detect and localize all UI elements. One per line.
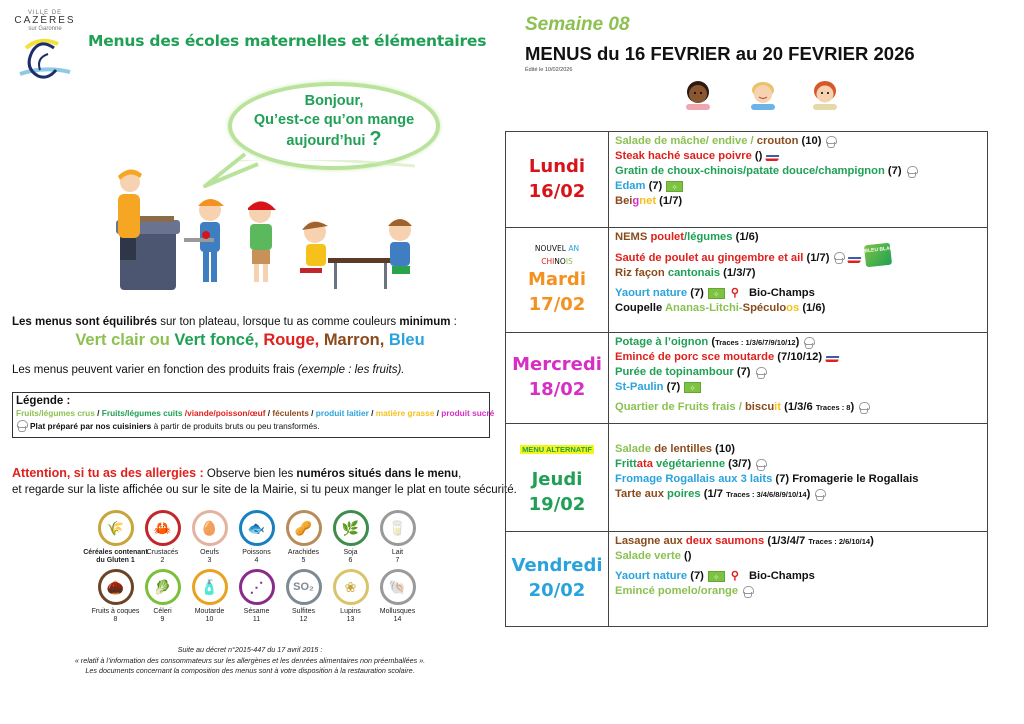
legend-box xyxy=(12,392,495,438)
allergen-celeri xyxy=(139,569,186,624)
menu-day-row xyxy=(506,132,988,228)
crab-icon: 🦀 xyxy=(145,510,181,546)
note-part: CHI xyxy=(541,257,555,266)
allergen-name: Fruits à coques xyxy=(91,608,140,615)
menu-item-part: poulet xyxy=(650,231,684,243)
legend-proteines: /viande/poisson/œuf xyxy=(184,408,266,418)
menu-item-part: Coupelle xyxy=(615,302,665,314)
decree-note xyxy=(30,645,470,677)
day-cell-vendredi xyxy=(506,532,609,627)
day-date: 19/02 xyxy=(528,494,586,515)
legend-categories: Fruits/légumes crus / Fruits/légumes cuits /viande/poisson/œuf / féculents / produit laitier / matière grasse / produit sucré xyxy=(16,408,495,418)
allergen-mollusques xyxy=(374,569,421,624)
menu-item-part: () xyxy=(751,150,763,162)
allergy-line1-text: Observe bien les xyxy=(203,468,297,480)
allergen-name: Sulfites xyxy=(292,608,315,615)
menus-date-range-title: MENUS du 16 FEVRIER au 20 FEVRIER 2026 xyxy=(525,43,915,64)
organic-ab-label-icon xyxy=(708,571,725,582)
mustard-icon: 🧴 xyxy=(192,569,228,605)
menu-item xyxy=(615,380,981,395)
chef-hat-icon xyxy=(814,489,825,501)
menu-item-part: os xyxy=(786,302,800,314)
bubble-text xyxy=(228,92,440,151)
menu-item-text xyxy=(615,584,738,599)
menu-item-part: Emincé de porc sce moutarde xyxy=(615,351,775,363)
menu-item-text xyxy=(615,400,854,415)
menu-item-part: St-Paulin xyxy=(615,381,664,393)
allergen-number: 6 xyxy=(348,557,353,564)
question-mark: ? xyxy=(369,128,382,150)
menu-item-text xyxy=(615,251,829,266)
menu-item-part: Salade verte xyxy=(615,550,681,562)
traces-text: Traces : 8 xyxy=(815,403,851,412)
menu-item-text xyxy=(615,194,682,209)
menu-item-part: (1/7) xyxy=(803,251,830,264)
color-marron: Marron, xyxy=(323,331,389,349)
menu-item-text xyxy=(615,335,799,350)
allergen-number: 11 xyxy=(252,616,261,623)
allergen-number: 9 xyxy=(160,616,165,623)
sesame-icon: ⋰ xyxy=(239,569,275,605)
vary-text xyxy=(12,364,404,376)
menu-item-part: poires xyxy=(667,488,701,500)
allergen-sulfites xyxy=(280,569,327,624)
menu-item-part: (3/7) xyxy=(725,458,752,470)
menu-item-part: Lasagne aux xyxy=(615,535,686,547)
menu-item-part: (1/6) xyxy=(732,231,759,243)
allergen-soja xyxy=(327,510,374,565)
menu-item-part: ) xyxy=(850,401,855,413)
shell-icon: 🐚 xyxy=(380,569,416,605)
menu-item-part: (10) xyxy=(712,443,736,455)
allergen-name: Lait xyxy=(391,549,404,556)
allergen-name: Céleri xyxy=(153,608,172,615)
kid-face-3 xyxy=(813,81,837,110)
allergen-number: 13 xyxy=(346,616,355,623)
menu-item xyxy=(615,164,981,179)
kids-faces-illustration xyxy=(680,78,850,112)
allergen-lait xyxy=(374,510,421,565)
legend-chef-line xyxy=(16,420,486,432)
menu-item-text xyxy=(615,230,759,245)
day-cell-lundi xyxy=(506,132,609,228)
day-cell-mardi xyxy=(506,228,609,333)
day-menu-items xyxy=(609,532,988,627)
bubble-line-2: Qu’est-ce qu’on mange xyxy=(253,112,415,128)
allergen-poissons xyxy=(233,510,280,565)
menu-item xyxy=(615,350,981,365)
allergen-name: Sésame xyxy=(243,608,270,615)
allergen-gluten xyxy=(83,510,148,565)
day-date: 20/02 xyxy=(528,580,586,601)
allergy-warn-title: Attention, si tu as des allergies : xyxy=(12,466,204,480)
allergen-number: 7 xyxy=(395,557,400,564)
menu-item-text xyxy=(615,549,692,564)
color-rouge: Rouge, xyxy=(263,331,324,349)
menu-item-text xyxy=(615,134,821,149)
page-title: Menus des écoles maternelles et élémentaires xyxy=(88,32,487,50)
allergy-line1-bold: numéros situés dans le menu xyxy=(296,468,459,480)
menu-item-part: végétarienne xyxy=(652,458,726,470)
menu-item-part: Steak haché sauce poivre xyxy=(615,150,752,162)
wheat-icon: 🌾 xyxy=(98,510,134,546)
menu-item-part: Edam xyxy=(615,180,646,192)
note-part: IS xyxy=(565,257,573,266)
menu-item-part: deux saumons xyxy=(685,535,765,547)
allergen-number: 8 xyxy=(113,616,118,623)
allergen-fruits-coques xyxy=(92,569,139,624)
menu-item xyxy=(615,194,981,209)
chef-hat-icon xyxy=(742,586,753,598)
menu-item-part: Purée de topinambour xyxy=(615,366,734,378)
allergen-number: 14 xyxy=(393,616,402,623)
day-date: 18/02 xyxy=(528,379,586,400)
allergen-name: Moutarde xyxy=(194,608,225,615)
day-name: Lundi xyxy=(528,155,586,177)
note-part: NOUVEL xyxy=(534,244,569,253)
menu-item xyxy=(615,400,981,415)
menu-item xyxy=(615,365,981,380)
menu-item xyxy=(615,266,981,281)
week-label: Semaine 08 xyxy=(525,14,630,35)
menu-item-part: ( xyxy=(708,336,716,348)
note-part: NO xyxy=(554,257,566,266)
day-name: Mardi xyxy=(528,269,586,290)
eggs-icon: 🥚 xyxy=(192,510,228,546)
menu-item xyxy=(615,179,981,194)
menu-item-text xyxy=(615,365,751,380)
menu-item-part: (10) xyxy=(798,135,822,147)
bleu-blanc-coeur-label-icon: BLEU BLANC CŒUR xyxy=(864,243,892,268)
menu-item-part: g xyxy=(632,195,640,207)
menu-item-text xyxy=(615,569,704,584)
day-cell-jeudi xyxy=(506,424,609,532)
soy-icon: 🌿 xyxy=(333,510,369,546)
traces-text: Traces : 2/6/10/14 xyxy=(808,537,871,546)
menu-item xyxy=(615,472,981,487)
cazeres-logo xyxy=(12,10,78,88)
allergy-line-2: et regarde sur la liste affichée ou sur le site de la Mairie, si tu peux manger le plat en toute sécurité. xyxy=(12,484,517,496)
logo-city-name: CAZÈRES xyxy=(14,15,76,26)
menu-item-part: (1/7) xyxy=(656,195,683,207)
color-vert-clair: Vert clair ou xyxy=(75,331,175,349)
menu-item-text xyxy=(615,266,756,281)
menu-item-part: () xyxy=(680,550,692,562)
vary-main: Les menus peuvent varier en fonction des produits frais xyxy=(12,364,298,376)
allergen-name: Poissons xyxy=(242,549,271,556)
menu-item xyxy=(615,243,981,266)
viande-francaise-flag-icon xyxy=(825,353,840,362)
peanut-icon: 🥜 xyxy=(286,510,322,546)
edited-date: Édité le 10/02/2026 xyxy=(525,67,573,73)
color-bleu: Bleu xyxy=(388,331,425,349)
kid-face-2 xyxy=(751,82,775,110)
kid-face-1 xyxy=(686,81,710,110)
menu-item-part: (1/3/6 xyxy=(781,401,816,413)
menu-item-part: Bei xyxy=(615,195,633,207)
so2-icon: SO₂ xyxy=(286,569,322,605)
chef-hat-icon xyxy=(803,337,814,349)
menu-item-part: ) xyxy=(795,336,800,348)
allergen-number: 10 xyxy=(205,616,214,623)
menu-item-part: Quartier de Fruits frais / xyxy=(615,401,745,413)
menu-item-part: (1/6) xyxy=(799,302,826,314)
day-menu-items xyxy=(609,424,988,532)
local-producer-pin-icon: ⚲ xyxy=(730,287,739,299)
menu-item-text xyxy=(615,149,762,164)
chef-hat-icon xyxy=(825,136,836,148)
allergen-moutarde xyxy=(186,569,233,624)
legend-gras: matière grasse xyxy=(375,408,435,418)
legend-sucre: produit sucré xyxy=(441,408,495,418)
cafeteria-illustration xyxy=(90,160,420,295)
menu-item-part: Gratin de choux-chinois/patate douce/champignon xyxy=(615,165,885,177)
day-note-line-1 xyxy=(506,242,608,255)
allergen-oeufs xyxy=(186,510,233,565)
allergen-lupins xyxy=(327,569,374,624)
menu-item xyxy=(615,149,981,164)
menu-item-part: Emincé pomelo/orange xyxy=(615,585,739,597)
menu-item xyxy=(615,584,981,599)
legend-title: Légende : xyxy=(16,395,71,407)
allergen-arachides xyxy=(280,510,327,565)
menu-item-part: (7) xyxy=(645,180,663,192)
menu-item xyxy=(615,457,981,472)
menu-item xyxy=(615,335,981,350)
menu-item xyxy=(615,230,981,245)
allergen-number: 12 xyxy=(299,616,308,623)
day-note-line-2 xyxy=(506,255,608,268)
logo-top-text: VILLE DE xyxy=(27,10,63,16)
menu-item-part: /légumes xyxy=(684,231,733,243)
viande-francaise-flag-icon xyxy=(766,152,781,161)
allergen-grid xyxy=(83,510,422,624)
allergen-sesame xyxy=(233,569,280,624)
local-producer-pin-icon: ⚲ xyxy=(730,570,739,582)
menu-item-part: Sauté de poulet au gingembre et ail xyxy=(615,251,804,264)
menu-item-part: (1/3/4/7 xyxy=(764,535,809,547)
legend-cuits: Fruits/légumes cuits xyxy=(101,408,183,418)
balance-end: : xyxy=(450,316,457,328)
menu-item-part: (7) xyxy=(884,165,902,177)
allergen-name: Mollusques xyxy=(379,608,416,615)
day-date: 17/02 xyxy=(528,294,586,315)
menu-item-part: NEMS xyxy=(615,231,651,243)
day-name: Vendredi xyxy=(511,555,603,576)
menu-item xyxy=(615,549,981,564)
allergen-name: Céréales contenant xyxy=(83,549,148,556)
producer-name: Bio-Champs xyxy=(748,570,815,582)
day-date: 16/02 xyxy=(528,180,586,202)
menu-alternatif-badge: MENU ALTERNATIF xyxy=(522,445,592,454)
menu-item-part: biscu xyxy=(744,401,775,413)
menu-item xyxy=(615,442,981,457)
menu-item xyxy=(615,134,981,149)
organic-ab-label-icon xyxy=(684,382,701,393)
chef-hat-icon xyxy=(833,252,844,264)
menu-item-part: Salade de mâche/ endive / xyxy=(615,135,757,147)
day-menu-items xyxy=(609,132,988,228)
menu-item-text xyxy=(615,380,680,395)
day-cell-mercredi xyxy=(506,333,609,424)
allergen-name: Soja xyxy=(343,549,358,556)
balance-middle: sur ton plateau, lorsque tu as comme couleurs xyxy=(157,316,400,328)
menu-item-part: de lentilles xyxy=(654,443,713,455)
allergen-name-2: du Gluten xyxy=(96,557,129,564)
menu-item-part: Fritt xyxy=(615,458,637,470)
menu-item-text xyxy=(615,301,825,316)
balance-bold-1: Les menus sont équilibrés xyxy=(12,316,158,328)
day-menu-items xyxy=(609,228,988,333)
decree-line-3: Les documents concernant la composition des menus sont à votre disposition à la restauration scolaire. xyxy=(85,666,415,675)
fish-icon: 🐟 xyxy=(239,510,275,546)
menu-item-part: Ananas-Litchi- xyxy=(664,302,743,314)
menu-item-text xyxy=(615,442,735,457)
lupin-icon: ❀ xyxy=(333,569,369,605)
allergen-number: 2 xyxy=(160,557,165,564)
day-name: Jeudi xyxy=(531,469,583,490)
menu-item-part: (7) xyxy=(687,287,704,299)
legend-chef-bold: Plat préparé par nos cuisiniers xyxy=(30,421,152,431)
color-vert-fonce: Vert foncé, xyxy=(174,331,264,349)
legend-crus: Fruits/légumes crus xyxy=(16,408,95,418)
menu-item-part: (7) Fromagerie le Rogallais xyxy=(772,473,919,485)
menu-item-part: Fromage Rogallais aux 3 laits xyxy=(615,473,773,485)
allergen-name: Arachides xyxy=(287,549,320,556)
menu-item-text xyxy=(615,487,810,502)
balance-text xyxy=(12,316,457,328)
logo-c-emblem-icon xyxy=(18,34,72,84)
decree-line-1: Suite au décret n°2015-447 du 17 avril 2015 : xyxy=(177,645,323,654)
menu-day-row xyxy=(506,532,988,627)
menu-item-part: Spéculo xyxy=(742,302,787,314)
menu-item-part: Potage à l’oignon xyxy=(615,336,709,348)
allergen-number: 4 xyxy=(254,557,259,564)
menu-item-part: ) xyxy=(806,488,811,500)
chef-hat-icon xyxy=(906,166,917,178)
note-part: AN xyxy=(568,244,580,253)
chef-hat-icon xyxy=(755,459,766,471)
menu-item-text xyxy=(615,534,874,549)
menu-item-part: Salade xyxy=(615,443,655,455)
menu-item-part: Tarte aux xyxy=(615,488,668,500)
menu-item-part: cantonais xyxy=(667,267,721,279)
menu-item-part: it xyxy=(774,401,782,413)
menu-item-part: net xyxy=(639,195,657,207)
menu-day-row xyxy=(506,424,988,532)
allergen-name: Crustacés xyxy=(146,549,179,556)
organic-ab-label-icon xyxy=(708,288,725,299)
weekly-menu-table xyxy=(505,131,988,627)
menu-item-part: ) xyxy=(870,535,874,547)
vary-example: (exemple : les fruits). xyxy=(297,364,405,376)
nuts-icon: 🌰 xyxy=(98,569,134,605)
minimum-colors-line xyxy=(0,331,500,350)
traces-text: Traces : 1/3/6/7/9/10/12 xyxy=(715,338,796,347)
menu-day-row xyxy=(506,333,988,424)
producer-name: Bio-Champs xyxy=(748,287,815,299)
menu-item-part: Riz façon xyxy=(615,267,668,279)
viande-francaise-flag-icon xyxy=(848,254,863,263)
menu-item xyxy=(615,534,981,549)
balance-bold-2: minimum xyxy=(399,316,451,328)
menu-item xyxy=(615,286,981,301)
menu-item xyxy=(615,569,981,584)
legend-feculents: féculents xyxy=(272,408,309,418)
menu-item-part: (1/7 xyxy=(700,488,727,500)
traces-text: Traces : 3/4/6/8/9/10/14 xyxy=(726,490,807,499)
milk-icon: 🥛 xyxy=(380,510,416,546)
allergen-name: Lupins xyxy=(340,608,361,615)
legend-chef-text: à partir de produits bruts ou peu transformés. xyxy=(151,421,320,431)
organic-ab-label-icon xyxy=(666,181,683,192)
menu-item-text xyxy=(615,457,751,472)
menu-item-text xyxy=(615,164,902,179)
menu-item-part: (7/10/12) xyxy=(774,351,823,363)
bubble-line-1: Bonjour, xyxy=(304,93,364,109)
decree-line-2: « relatif à l’information des consommateurs sur les allergènes et les denrées alimentaires non préemballées ». xyxy=(74,655,426,665)
menu-item-part: (7) xyxy=(663,381,681,393)
day-name: Mercredi xyxy=(512,354,602,375)
menu-item-text xyxy=(615,472,918,487)
menu-item-part: (7) xyxy=(687,570,704,582)
allergen-number: 1 xyxy=(130,557,135,564)
menu-item xyxy=(615,301,981,316)
menu-item-part: ata xyxy=(636,458,653,470)
day-menu-items xyxy=(609,333,988,424)
menu-item-text xyxy=(615,179,662,194)
allergen-name: Oeufs xyxy=(200,549,219,556)
legend-laitier: produit laitier xyxy=(315,408,369,418)
menu-item-part: crouton xyxy=(756,135,799,147)
allergy-warning xyxy=(12,465,517,498)
allergy-line1-end: , xyxy=(458,468,462,480)
chef-hat-icon xyxy=(755,367,766,379)
menu-item xyxy=(615,487,981,502)
celery-icon: 🥬 xyxy=(145,569,181,605)
allergen-crustaces xyxy=(139,510,186,565)
menu-item-text xyxy=(615,286,704,301)
bubble-line-3: aujourd’hui xyxy=(286,133,366,149)
menu-item-part: Yaourt nature xyxy=(615,287,688,299)
chef-hat-icon xyxy=(858,402,869,414)
allergen-number: 3 xyxy=(207,557,212,564)
menu-item-text xyxy=(615,350,822,365)
menu-item-part: (7) xyxy=(733,366,751,378)
menu-item-part: (1/3/7) xyxy=(720,267,756,279)
menu-day-row xyxy=(506,228,988,333)
menu-item-part: Yaourt nature xyxy=(615,570,688,582)
chef-hat-icon xyxy=(16,420,27,432)
allergen-number: 5 xyxy=(301,557,306,564)
logo-subtitle: sur Garonne xyxy=(28,26,62,32)
